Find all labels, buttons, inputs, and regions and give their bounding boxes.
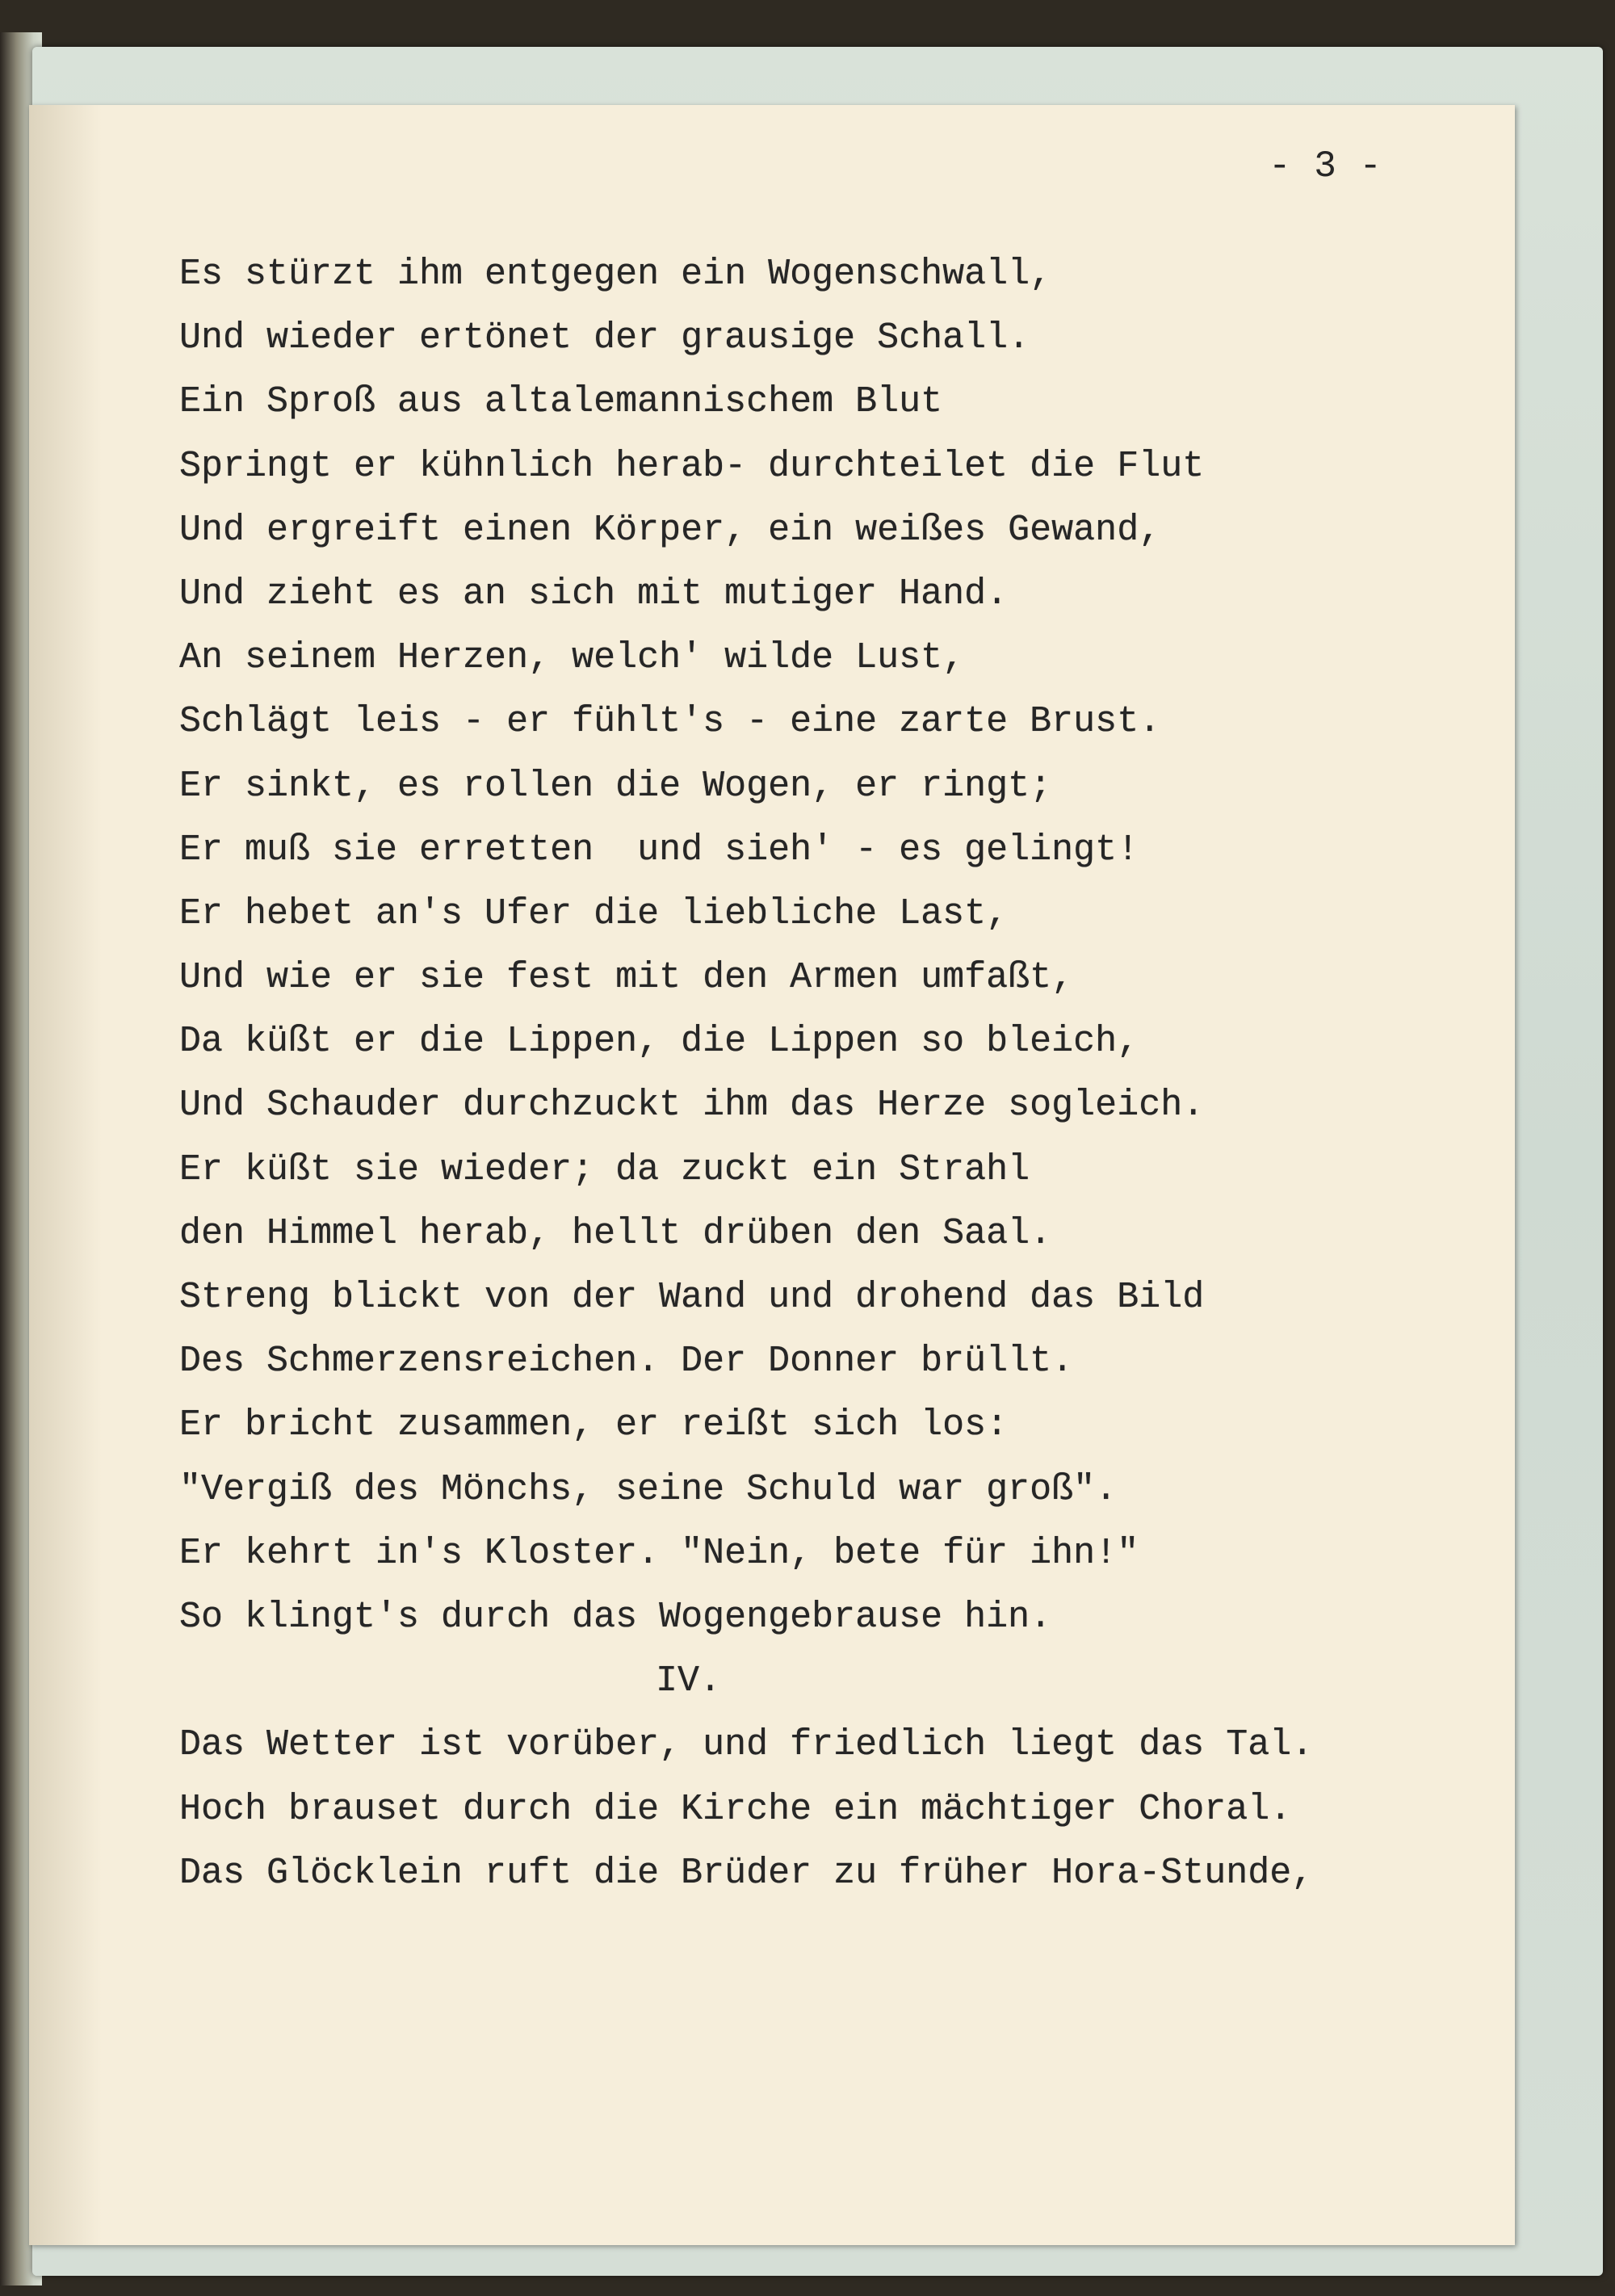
verse-line: Und ergreift einen Körper, ein weißes Gewand, xyxy=(179,509,1161,551)
verse-line: Er hebet an's Ufer die liebliche Last, xyxy=(179,892,1009,934)
verse-line: Er küßt sie wieder; da zuckt ein Strahl xyxy=(179,1148,1030,1190)
verse-line: Ein Sproß aus altalemannischem Blut xyxy=(179,381,943,423)
verse-line: "Vergiß des Mönchs, seine Schuld war groß". xyxy=(179,1468,1118,1510)
section-heading: IV. xyxy=(656,1660,722,1702)
poem-text xyxy=(179,242,1313,1905)
verse-line: Und wieder ertönet der grausige Schall. xyxy=(179,317,1030,359)
verse-line: Springt er kühnlich herab- durchteilet die Flut xyxy=(179,445,1205,487)
verse-line: So klingt's durch das Wogengebrause hin. xyxy=(179,1596,1052,1638)
verse-line: An seinem Herzen, welch' wilde Lust, xyxy=(179,637,965,679)
verse-line: Er bricht zusammen, er reißt sich los: xyxy=(179,1404,1009,1446)
page-number: - 3 - xyxy=(1269,145,1382,187)
verse-line: Des Schmerzensreichen. Der Donner brüllt. xyxy=(179,1341,1074,1383)
verse-line: Er sinkt, es rollen die Wogen, er ringt; xyxy=(179,765,1052,807)
verse-line: Es stürzt ihm entgegen ein Wogenschwall, xyxy=(179,254,1052,295)
verse-line: Und zieht es an sich mit mutiger Hand. xyxy=(179,573,1009,615)
verse-line: Und wie er sie fest mit den Armen umfaßt, xyxy=(179,957,1074,999)
verse-line: Streng blickt von der Wand und drohend das Bild xyxy=(179,1277,1205,1318)
verse-line: Er muß sie erretten und sieh' - es gelingt! xyxy=(179,829,1139,871)
verse-line: Das Wetter ist vorüber, und friedlich liegt das Tal. xyxy=(179,1724,1314,1766)
verse-line: Hoch brauset durch die Kirche ein mächtiger Choral. xyxy=(179,1788,1292,1830)
verse-line: Schlägt leis - er fühlt's - eine zarte Brust. xyxy=(179,701,1161,743)
typed-page xyxy=(29,105,1515,2245)
verse-line: den Himmel herab, hellt drüben den Saal. xyxy=(179,1212,1052,1254)
verse-line: Das Glöcklein ruft die Brüder zu früher Hora-Stunde, xyxy=(179,1852,1314,1894)
verse-line: Da küßt er die Lippen, die Lippen so bleich, xyxy=(179,1021,1139,1063)
verse-line: Und Schauder durchzuckt ihm das Herze sogleich. xyxy=(179,1085,1205,1127)
verse-line: Er kehrt in's Kloster. "Nein, bete für ihn!" xyxy=(179,1532,1139,1574)
